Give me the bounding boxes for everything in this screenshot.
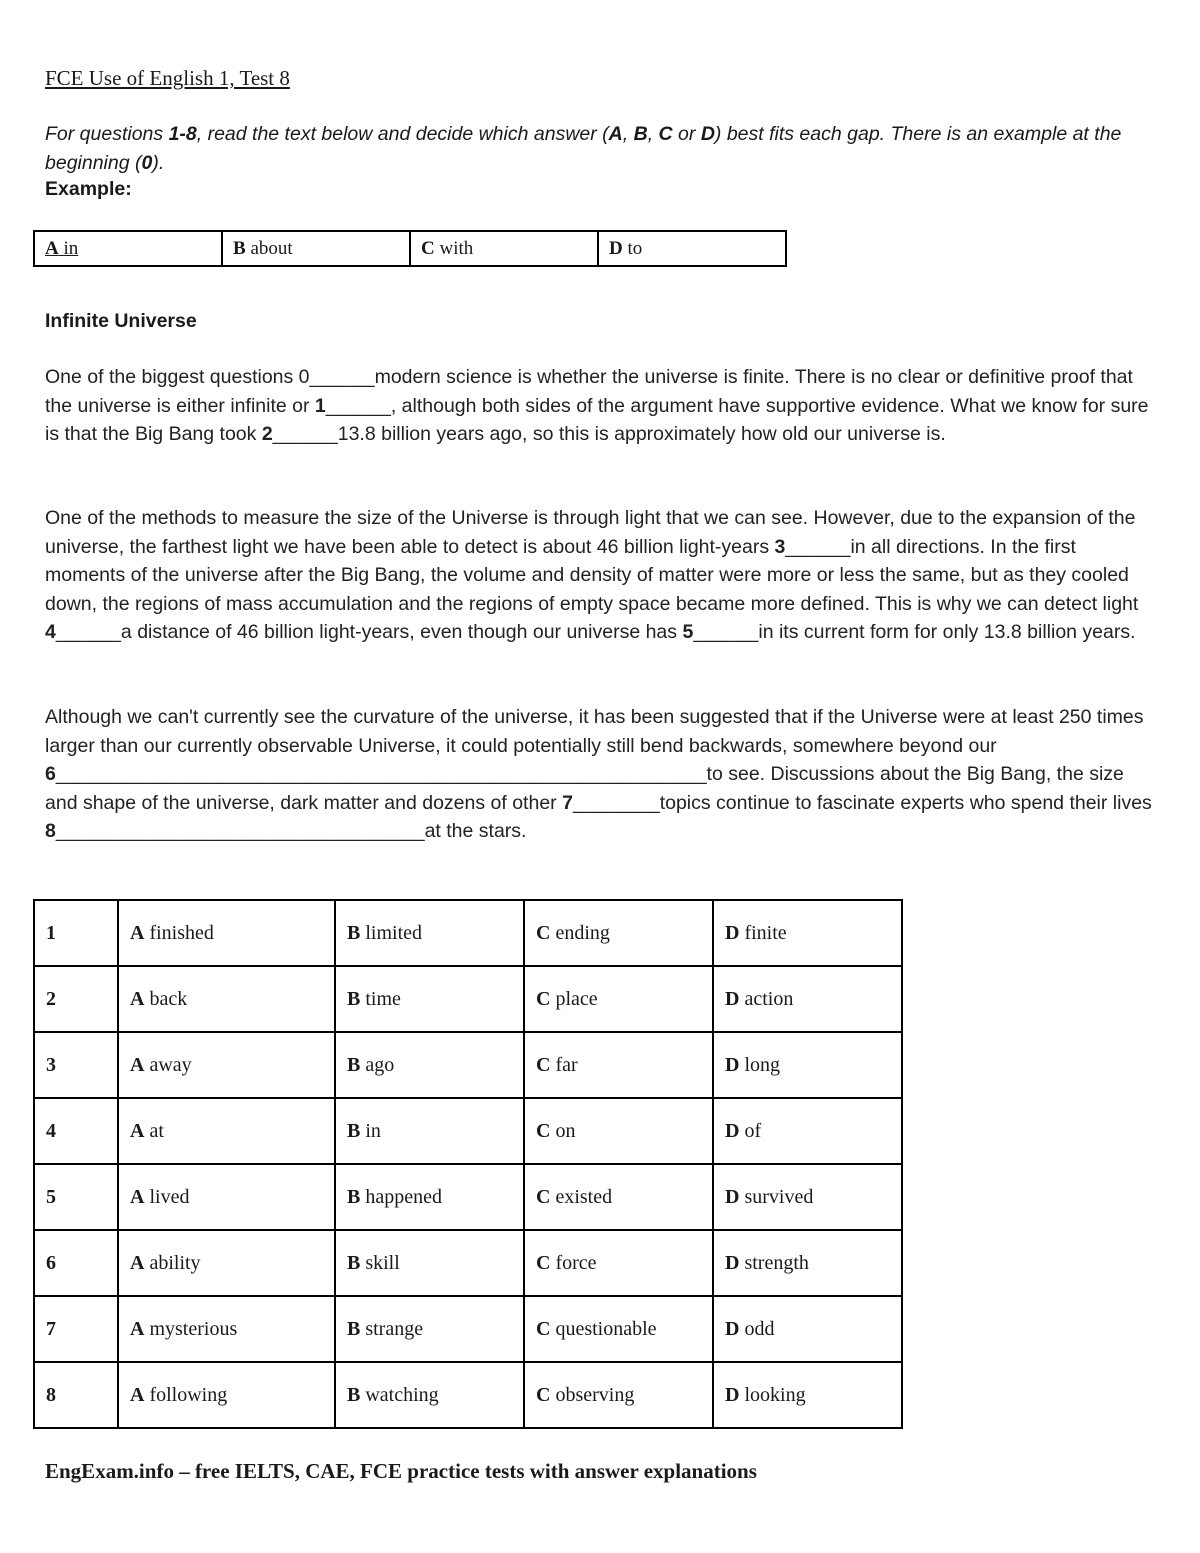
option-d: D odd (713, 1296, 902, 1362)
question-number: 7 (34, 1296, 118, 1362)
option-d: D action (713, 966, 902, 1032)
option-a: A away (118, 1032, 335, 1098)
option-a: A following (118, 1362, 335, 1428)
option-d: D strength (713, 1230, 902, 1296)
question-number: 5 (34, 1164, 118, 1230)
option-b: B happened (335, 1164, 524, 1230)
question-number: 3 (34, 1032, 118, 1098)
option-d: D survived (713, 1164, 902, 1230)
option-c: C on (524, 1098, 713, 1164)
option-b: B skill (335, 1230, 524, 1296)
option-a: A back (118, 966, 335, 1032)
paragraph-2: One of the methods to measure the size of the Universe is through light that we can see. However, due to the expansion of the universe, the farthest light we have been able to detect is about 46 billion light-years 3______in all directions. In the first moments of the universe after the Big Bang, the volume and density of matter were more or less the same, but as they cooled down, the regions of mass accumulation and the regions of empty space became more defined. This is why we can detect light 4______a distance of 46 billion light-years, even though our universe has 5______in its current form for only 13.8 billion years. (45, 507, 1139, 643)
option-c: C existed (524, 1164, 713, 1230)
question-row (34, 1362, 902, 1428)
option-a: A finished (118, 900, 335, 966)
question-row (34, 966, 902, 1032)
option-b: B limited (335, 900, 524, 966)
option-d: D looking (713, 1362, 902, 1428)
example-table (33, 230, 787, 267)
question-number: 2 (34, 966, 118, 1032)
option-d: D finite (713, 900, 902, 966)
question-row (34, 900, 902, 966)
option-a: A ability (118, 1230, 335, 1296)
option-c: C far (524, 1032, 713, 1098)
question-number: 8 (34, 1362, 118, 1428)
option-b: B in (335, 1098, 524, 1164)
instructions: For questions 1-8, read the text below and decide which answer (A, B, C or D) best fits each gap. There is an example at the beginning (0). (45, 123, 1122, 174)
option-c: C ending (524, 900, 713, 966)
example-label: Example: (45, 178, 132, 200)
page-title: FCE Use of English 1, Test 8 (45, 66, 290, 90)
paragraph-3: Although we can't currently see the curvature of the universe, it has been suggested that if the Universe were at least 250 times larger than our currently observable Universe, it could potentially still bend backwards, somewhere beyond our 6____________________________________________________________to see. Discussions about the Big Bang, the size and shape of the universe, dark matter and dozens of other 7________topics continue to fascinate experts who spend their lives 8__________________________________at the stars. (45, 706, 1152, 842)
option-d: D of (713, 1098, 902, 1164)
question-row (34, 1164, 902, 1230)
question-number: 6 (34, 1230, 118, 1296)
option-a: A at (118, 1098, 335, 1164)
question-row (34, 1098, 902, 1164)
option-c: C observing (524, 1362, 713, 1428)
option-b: B watching (335, 1362, 524, 1428)
option-c: C questionable (524, 1296, 713, 1362)
text-title: Infinite Universe (45, 310, 197, 332)
option-b: B time (335, 966, 524, 1032)
example-option-c: C with (410, 231, 598, 266)
option-a: A mysterious (118, 1296, 335, 1362)
example-option-d: D to (598, 231, 786, 266)
option-c: C place (524, 966, 713, 1032)
option-b: B ago (335, 1032, 524, 1098)
question-number: 1 (34, 900, 118, 966)
question-row (34, 1230, 902, 1296)
question-number: 4 (34, 1098, 118, 1164)
question-row (34, 1296, 902, 1362)
example-option-b: B about (222, 231, 410, 266)
answer-options-table (33, 899, 903, 1429)
question-row (34, 1032, 902, 1098)
paragraph-1: One of the biggest questions 0______modern science is whether the universe is finite. There is no clear or definitive proof that the universe is either infinite or 1______, although both sides of the argument have supportive evidence. What we know for sure is that the Big Bang took 2______13.8 billion years ago, so this is approximately how old our universe is. (45, 366, 1149, 445)
example-option-a: A in (34, 231, 222, 266)
footer: EngExam.info – free IELTS, CAE, FCE practice tests with answer explanations (45, 1459, 757, 1483)
option-c: C force (524, 1230, 713, 1296)
option-b: B strange (335, 1296, 524, 1362)
option-a: A lived (118, 1164, 335, 1230)
option-d: D long (713, 1032, 902, 1098)
